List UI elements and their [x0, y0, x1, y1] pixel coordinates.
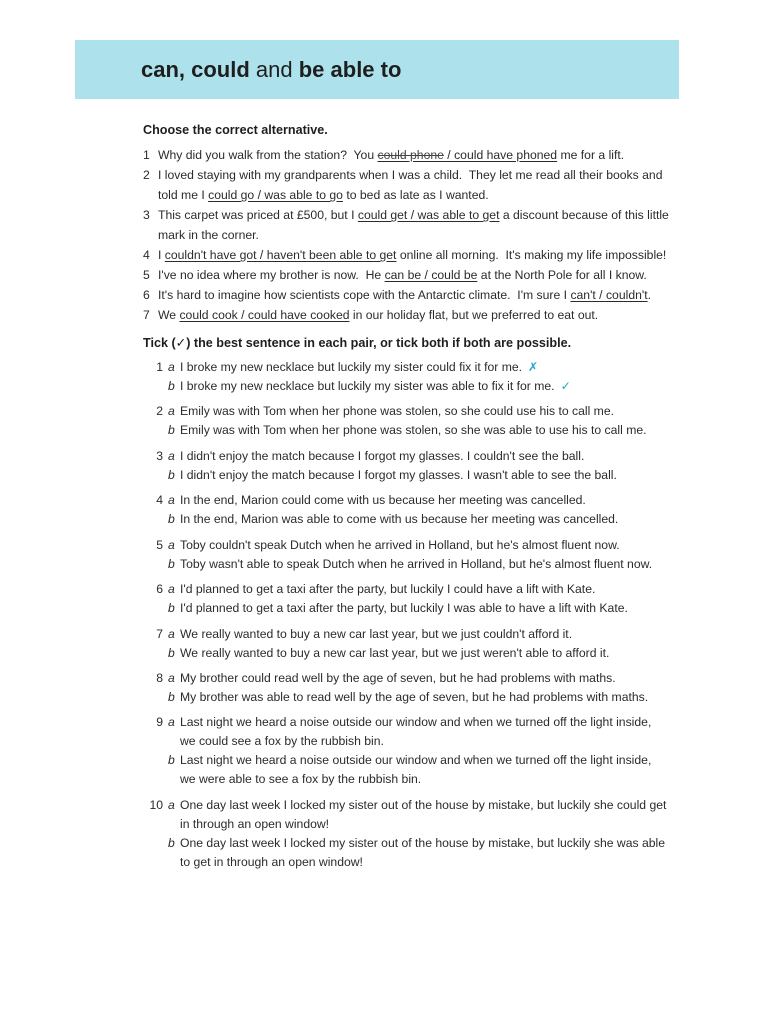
item-number: 7: [143, 308, 150, 322]
sentence-text: Last night we heard a noise outside our window and when we turned off the light inside,: [180, 715, 652, 729]
sentence-text: My brother was able to read well by the age of seven, but he had problems with maths.: [180, 690, 649, 704]
item-number: 9: [156, 715, 163, 729]
sentence-text: told me I: [158, 188, 209, 202]
cross-mark-icon: ✗: [528, 360, 539, 374]
sentence-text: a discount because of this little: [499, 208, 669, 222]
option-a-sentence[interactable]: [180, 732, 384, 751]
option-b-sentence[interactable]: [180, 421, 647, 440]
option-letter-b: b: [168, 468, 175, 482]
sentence-text: at the North Pole for all I know.: [477, 268, 647, 282]
item-number: 5: [143, 268, 150, 282]
option-b-sentence[interactable]: [180, 770, 421, 789]
sentence-text: This carpet was priced at £500, but I: [158, 208, 358, 222]
page-title: [141, 56, 401, 84]
sentence-text: It's hard to imagine how scientists cope with the Antarctic climate. I'm sure I: [158, 288, 571, 302]
option-letter-b: b: [168, 836, 175, 850]
alternative-choice[interactable]: could go / was able to go: [208, 188, 343, 202]
alternative-choice[interactable]: can be / could be: [384, 268, 478, 282]
sentence-text: online all morning. It's making my life impossible!: [396, 248, 667, 262]
item-number: 5: [156, 538, 163, 552]
alternative-choice[interactable]: can't / couldn't: [570, 288, 648, 302]
sentence-text: .: [647, 288, 651, 302]
option-a-sentence[interactable]: [180, 536, 620, 555]
sentence-text: Emily was with Tom when her phone was stolen, so she could use his to call me.: [180, 404, 614, 418]
sentence-line: [158, 305, 598, 325]
sentence-text: I broke my new necklace but luckily my sister was able to fix it for me.: [180, 379, 555, 393]
option-a-sentence[interactable]: [180, 402, 614, 421]
option-letter-a: a: [168, 404, 175, 418]
item-number: 1: [156, 360, 163, 374]
sentence-line: [158, 225, 259, 245]
sentence-line: [158, 265, 647, 285]
option-letter-a: a: [168, 449, 175, 463]
sentence-text: to get in through an open window!: [180, 855, 363, 869]
title-part-2: and: [249, 57, 299, 82]
crossed-out-choice: could phone: [377, 148, 444, 162]
option-a-sentence[interactable]: [180, 447, 584, 466]
exercise-1-instruction: Choose the correct alternative.: [143, 123, 328, 137]
option-a-sentence[interactable]: [180, 669, 616, 688]
sentence-text: I didn't enjoy the match because I forgot my glasses. I couldn't see the ball.: [180, 449, 585, 463]
option-b-sentence[interactable]: [180, 751, 651, 770]
sentence-text: One day last week I locked my sister out of the house by mistake, but luckily she could get: [180, 798, 667, 812]
alternative-choice[interactable]: could cook / could have cooked: [179, 308, 350, 322]
alternative-choice[interactable]: could get / was able to get: [357, 208, 500, 222]
option-a-sentence[interactable]: [180, 815, 329, 834]
option-a-sentence[interactable]: [180, 491, 586, 510]
option-letter-a: a: [168, 671, 175, 685]
sentence-text: We really wanted to buy a new car last year, but we just weren't able to afford it.: [180, 646, 610, 660]
option-letter-a: a: [168, 493, 175, 507]
option-letter-b: b: [168, 753, 175, 767]
option-letter-a: a: [168, 627, 175, 641]
sentence-text: Toby couldn't speak Dutch when he arrived in Holland, but he's almost fluent now.: [180, 538, 620, 552]
option-b-sentence[interactable]: [180, 510, 618, 529]
sentence-text: My brother could read well by the age of seven, but he had problems with maths.: [180, 671, 616, 685]
option-b-sentence[interactable]: [180, 555, 652, 574]
option-letter-a: a: [168, 538, 175, 552]
sentence-line: [158, 145, 624, 165]
sentence-text: I'd planned to get a taxi after the party, but luckily I was able to have a lift with Kate.: [180, 601, 628, 615]
option-a-sentence[interactable]: [180, 625, 572, 644]
sentence-text: in our holiday flat, but we preferred to eat out.: [349, 308, 599, 322]
sentence-line: [158, 185, 489, 205]
option-letter-a: a: [168, 360, 175, 374]
sentence-text: We: [158, 308, 180, 322]
option-letter-b: b: [168, 379, 175, 393]
option-letter-b: b: [168, 557, 175, 571]
option-letter-b: b: [168, 512, 175, 526]
option-letter-a: a: [168, 798, 175, 812]
option-b-sentence[interactable]: [180, 377, 571, 396]
exercise-2-instruction: Tick (✓) the best sentence in each pair, or tick both if both are possible.: [143, 336, 572, 350]
option-b-sentence[interactable]: [180, 599, 628, 618]
item-number: 2: [156, 404, 163, 418]
sentence-text: to bed as late as I wanted.: [342, 188, 489, 202]
sentence-text: We really wanted to buy a new car last year, but we just couldn't afford it.: [180, 627, 573, 641]
sentence-text: Emily was with Tom when her phone was stolen, so she was able to use his to call me.: [180, 423, 647, 437]
item-number: 8: [156, 671, 163, 685]
title-banner: [75, 40, 679, 99]
option-b-sentence[interactable]: [180, 644, 609, 663]
option-letter-b: b: [168, 601, 175, 615]
title-part-1: can, could: [141, 57, 250, 82]
sentence-line: [158, 205, 669, 225]
sentence-line: [158, 285, 651, 305]
sentence-text: I didn't enjoy the match because I forgot my glasses. I wasn't able to see the ball.: [180, 468, 617, 482]
sentence-text: Last night we heard a noise outside our window and when we turned off the light inside,: [180, 753, 652, 767]
alternative-choice[interactable]: [378, 148, 444, 162]
sentence-text: I broke my new necklace but luckily my sister could fix it for me.: [180, 360, 523, 374]
sentence-line: [158, 245, 666, 265]
tick-mark-icon: ✓: [560, 379, 571, 393]
item-number: 6: [143, 288, 150, 302]
sentence-text: we could see a fox by the rubbish bin.: [180, 734, 384, 748]
option-a-sentence[interactable]: [180, 796, 666, 815]
option-letter-a: a: [168, 715, 175, 729]
option-letter-b: b: [168, 423, 175, 437]
sentence-text: In the end, Marion was able to come with us because her meeting was cancelled.: [180, 512, 619, 526]
sentence-text: I've no idea where my brother is now. He: [158, 268, 385, 282]
sentence-text: in through an open window!: [180, 817, 330, 831]
item-number: 7: [156, 627, 163, 641]
sentence-text: One day last week I locked my sister out of the house by mistake, but luckily she was able: [180, 836, 666, 850]
option-b-sentence[interactable]: [180, 834, 665, 853]
sentence-text: mark in the corner.: [158, 228, 259, 242]
item-number: 4: [156, 493, 163, 507]
sentence-text: me for a lift.: [557, 148, 625, 162]
alternative-choice[interactable]: / could have phoned: [443, 148, 558, 162]
option-a-sentence[interactable]: [180, 580, 595, 599]
option-b-sentence[interactable]: [180, 466, 617, 485]
option-a-sentence[interactable]: [180, 358, 538, 377]
sentence-text: In the end, Marion could come with us because her meeting was cancelled.: [180, 493, 586, 507]
item-number: 6: [156, 582, 163, 596]
item-number: 2: [143, 168, 150, 182]
sentence-line: [158, 165, 662, 185]
sentence-text: we were able to see a fox by the rubbish bin.: [180, 772, 422, 786]
title-part-3: be able to: [298, 57, 402, 82]
sentence-text: Why did you walk from the station? You: [158, 148, 378, 162]
option-b-sentence[interactable]: [180, 688, 648, 707]
sentence-text: I loved staying with my grandparents when I was a child. They let me read all their books and: [158, 168, 663, 182]
item-number: 10: [149, 798, 163, 812]
alternative-choice[interactable]: couldn't have got / haven't been able to get: [164, 248, 397, 262]
sentence-text: I: [158, 248, 165, 262]
sentence-text: I'd planned to get a taxi after the party, but luckily I could have a lift with Kate.: [180, 582, 596, 596]
option-letter-b: b: [168, 690, 175, 704]
sentence-text: Toby wasn't able to speak Dutch when he arrived in Holland, but he's almost fluent now.: [180, 557, 653, 571]
item-number: 3: [156, 449, 163, 463]
item-number: 4: [143, 248, 150, 262]
item-number: 3: [143, 208, 150, 222]
option-letter-b: b: [168, 646, 175, 660]
option-b-sentence[interactable]: [180, 853, 363, 872]
option-a-sentence[interactable]: [180, 713, 651, 732]
option-letter-a: a: [168, 582, 175, 596]
item-number: 1: [143, 148, 150, 162]
